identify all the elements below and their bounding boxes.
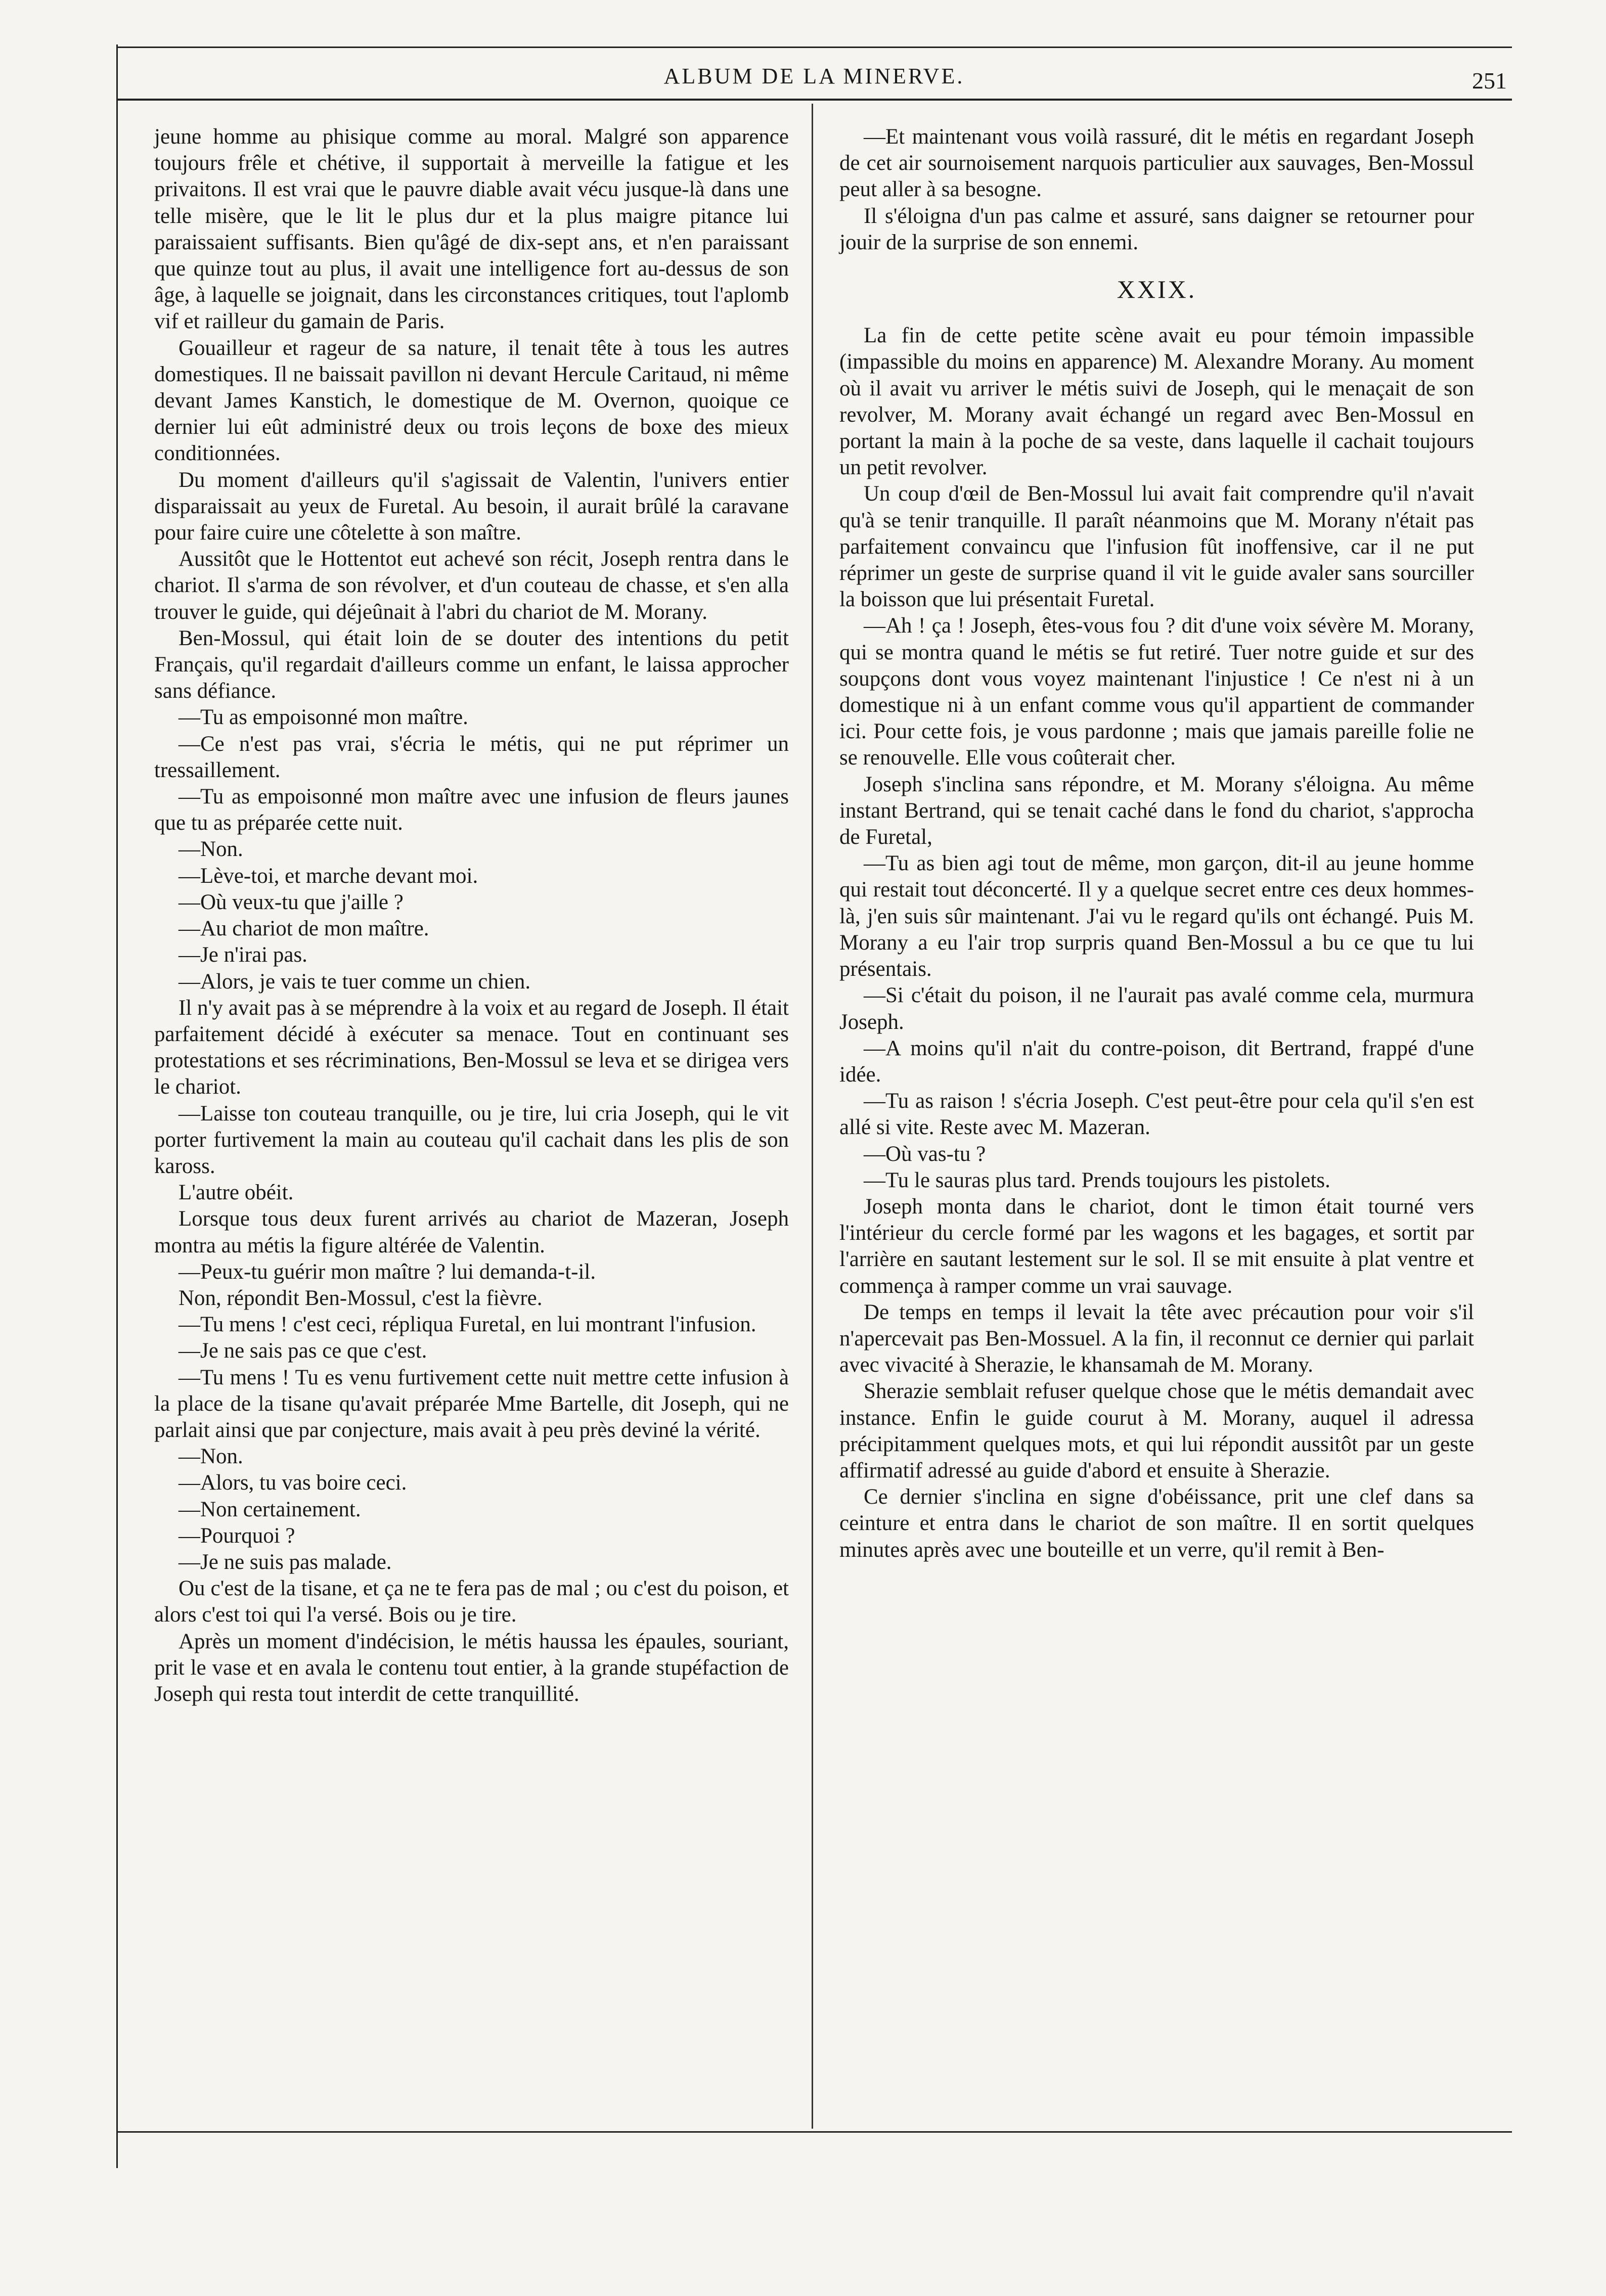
header-rule: [116, 99, 1512, 101]
column-divider: [812, 104, 813, 2129]
paragraph: Lorsque tous deux furent arrivés au chariot de Mazeran, Joseph montra au métis la figure altérée de Valentin.: [154, 1207, 789, 1257]
chapter-heading: XXIX.: [1117, 275, 1197, 304]
page-header: [116, 48, 1512, 104]
paragraph: Gouailleur et rageur de sa nature, il tenait tête à tous les autres domestiques. Il ne baissait pavillon ni devant Hercule Caritaud, ni même devant James Kanstich, le domestique de M. Overnon, quoique ce dernier lui eût administré deux ou trois leçons de boxe des mieux conditionnées.: [154, 336, 789, 466]
paragraph: Il n'y avait pas à se méprendre à la voix et au regard de Joseph. Il était parfaitement décidé à exécuter sa menace. Tout en continuant ses protestations et ses récriminations, Ben-Mossul se leva et se dirigea vers le chariot.: [154, 996, 789, 1099]
paragraph: Ben-Mossul, qui était loin de se douter des intentions du petit Français, qu'il regardait d'ailleurs comme un enfant, le laissa approcher sans défiance.: [154, 626, 789, 703]
right-column: [839, 124, 1474, 1563]
paragraph: L'autre obéit.: [179, 1181, 294, 1205]
running-title: ALBUM DE LA MINERVE.: [663, 64, 965, 88]
paragraph: La fin de cette petite scène avait eu pour témoin impassible (impassible du moins en apparence) M. Alexandre Morany. Au moment où il avait vu arriver le métis suivi de Joseph, qui le menaçait de son revolver, M. Morany avait échangé un regard avec Ben-Mossul en portant la main à la poche de sa veste, dans laquelle il cachait toujours un petit revolver.: [839, 324, 1474, 480]
dialogue-line: —Alors, tu vas boire ceci.: [179, 1471, 407, 1495]
dialogue-line: —Au chariot de mon maître.: [179, 917, 429, 941]
dialogue-line: —A moins qu'il n'ait du contre-poison, dit Bertrand, frappé d'une idée.: [839, 1036, 1474, 1087]
paragraph: De temps en temps il levait la tête avec précaution pour voir s'il n'apercevait pas Ben-Mossuel. A la fin, il reconnut ce dernier qui parlait avec vivacité à Sherazie, le khansamah de M. Morany.: [839, 1300, 1474, 1377]
paragraph: Ce dernier s'inclina en signe d'obéissance, prit une clef dans sa ceinture et entra dans le chariot de son maître. Il en sortit quelques minutes après avec une bouteille et un verre, qu'il remit à Ben-: [839, 1485, 1474, 1562]
paragraph: Il s'éloigna d'un pas calme et assuré, sans daigner se retourner pour jouir de la surprise de son ennemi.: [839, 204, 1474, 254]
footer-rule: [116, 2131, 1512, 2133]
dialogue-line: —Laisse ton couteau tranquille, ou je tire, lui cria Joseph, qui le vit porter furtivement la main au couteau qu'il cachait dans les plis de son kaross.: [154, 1101, 789, 1178]
dialogue-line: —Ah ! ça ! Joseph, êtes-vous fou ? dit d'une voix sévère M. Morany, qui se montra quand le métis se fut retiré. Tuer notre guide et sur des soupçons dont vous voyez maintenant l'injustice ! Ce n'est ni à un domestique ni à un enfant comme vous qu'il appartient de commander ici. Pour cette fois, je vous pardonne ; mais que jamais pareille folie ne se renouvelle. Elle vous coûterait cher.: [839, 614, 1474, 770]
paragraph: Joseph s'inclina sans répondre, et M. Morany s'éloigna. Au même instant Bertrand, qui se tenait caché dans le fond du chariot, s'approcha de Furetal,: [839, 772, 1474, 849]
paragraph: Un coup d'œil de Ben-Mossul lui avait fait comprendre qu'il n'avait qu'à se tenir tranquille. Il paraît néanmoins que M. Morany n'était pas parfaitement convaincu que l'infusion fût inoffensive, car il ne put réprimer un geste de surprise quand il vit le guide avaler sans sourciller la boisson que lui présentait Furetal.: [839, 482, 1474, 612]
dialogue-line: —Tu as empoisonné mon maître.: [179, 705, 468, 730]
dialogue-line: —Alors, je vais te tuer comme un chien.: [179, 969, 531, 994]
dialogue-line: —Tu le sauras plus tard. Prends toujours les pistolets.: [864, 1168, 1330, 1192]
dialogue-line: —Peux-tu guérir mon maître ? lui demanda-t-il.: [179, 1259, 596, 1284]
paragraph: Sherazie semblait refuser quelque chose que le métis demandait avec instance. Enfin le guide courut à M. Morany, auquel il adressa précipitamment quelques mots, et qui lui répondit aussitôt par un geste affirmatif adressé au guide d'abord et ensuite à Sherazie.: [839, 1379, 1474, 1482]
paragraph: jeune homme au phisique comme au moral. Malgré son apparence toujours frêle et chétive, il supportait à merveille la fatigue et les privaitons. Il est vrai que le pauvre diable avait vécu jusque-là dans une telle misère, que le lit le plus dur et la plus maigre pitance lui paraissaient suffisants. Bien qu'âgé de dix-sept ans, et n'en paraissant que quinze tout au plus, il avait une intelligence fort au-dessus de son âge, à laquelle se joignait, dans les circonstances critiques, tout l'aplomb vif et railleur du gamain de Paris.: [154, 125, 789, 334]
dialogue-line: —Non.: [179, 837, 243, 862]
dialogue-line: Ou c'est de la tisane, et ça ne te fera pas de mal ; ou c'est du poison, et alors c'est toi qui l'a versé. Bois ou je tire.: [154, 1577, 789, 1627]
dialogue-line: —Non.: [179, 1445, 243, 1469]
dialogue-line: —Où veux-tu que j'aille ?: [179, 890, 404, 914]
dialogue-line: —Si c'était du poison, il ne l'aurait pas avalé comme cela, murmura Joseph.: [839, 983, 1474, 1034]
paragraph: Du moment d'ailleurs qu'il s'agissait de Valentin, l'univers entier disparaissait au yeux de Furetal. Au besoin, il aurait brûlé la caravane pour faire cuire une côtelette à son maître.: [154, 468, 789, 545]
dialogue-line: —Je n'irai pas.: [179, 943, 307, 967]
dialogue-line: Non, répondit Ben-Mossul, c'est la fièvre.: [179, 1286, 543, 1310]
dialogue-line: —Je ne sais pas ce que c'est.: [179, 1339, 427, 1363]
dialogue-line: —Tu as raison ! s'écria Joseph. C'est peut-être pour cela qu'il s'en est allé si vite. Reste avec M. Mazeran.: [839, 1089, 1474, 1140]
dialogue-line: —Tu as bien agi tout de même, mon garçon, dit-il au jeune homme qui restait tout déconcerté. Il y a quelque secret entre ces deux hommes-là, j'en suis sûr maintenant. J'ai vu le regard qu'ils ont échangé. Puis M. Morany a eu l'air trop surpris quand Ben-Mossul a bu ce que tu lui présentais.: [839, 851, 1474, 981]
paragraph: Aussitôt que le Hottentot eut achevé son récit, Joseph rentra dans le chariot. Il s'arma de son révolver, et d'un couteau de chasse, et s'en alla trouver le guide, qui déjeûnait à l'abri du chariot de M. Morany.: [154, 547, 789, 624]
dialogue-line: —Pourquoi ?: [179, 1523, 295, 1548]
dialogue-line: —Tu mens ! c'est ceci, répliqua Furetal, en lui montrant l'infusion.: [179, 1313, 756, 1337]
paragraph: Après un moment d'indécision, le métis haussa les épaules, souriant, prit le vase et en avala le contenu tout entier, à la grande stupéfaction de Joseph qui resta tout interdit de cette tranquillité.: [154, 1629, 789, 1706]
dialogue-line: —Ce n'est pas vrai, s'écria le métis, qui ne put réprimer un tressaillement.: [154, 732, 789, 782]
dialogue-line: —Tu as empoisonné mon maître avec une infusion de fleurs jaunes que tu as préparée cette nuit.: [154, 785, 789, 835]
dialogue-line: —Et maintenant vous voilà rassuré, dit le métis en regardant Joseph de cet air sournoisement narquois particulier aux sauvages, Ben-Mossul peut aller à sa besogne.: [839, 125, 1474, 202]
dialogue-line: —Je ne suis pas malade.: [179, 1550, 392, 1574]
page-number: 251: [1472, 68, 1507, 94]
dialogue-line: —Non certainement.: [179, 1497, 361, 1521]
left-column: [154, 124, 789, 1707]
dialogue-line: —Lève-toi, et marche devant moi.: [179, 864, 478, 888]
dialogue-line: —Où vas-tu ?: [864, 1142, 986, 1166]
paragraph: Joseph monta dans le chariot, dont le timon était tourné vers l'intérieur du cercle formé par les wagons et les bagages, et sortit par l'arrière en sautant lestement sur le sol. Il se mit ensuite à plat ventre et commença à ramper comme un vrai sauvage.: [839, 1194, 1474, 1298]
dialogue-line: —Tu mens ! Tu es venu furtivement cette nuit mettre cette infusion à la place de la tisane qu'avait préparée Mme Bartelle, dit Joseph, qui ne parlait ainsi que par conjecture, mais avait à peu près deviné la vérité.: [154, 1365, 789, 1442]
